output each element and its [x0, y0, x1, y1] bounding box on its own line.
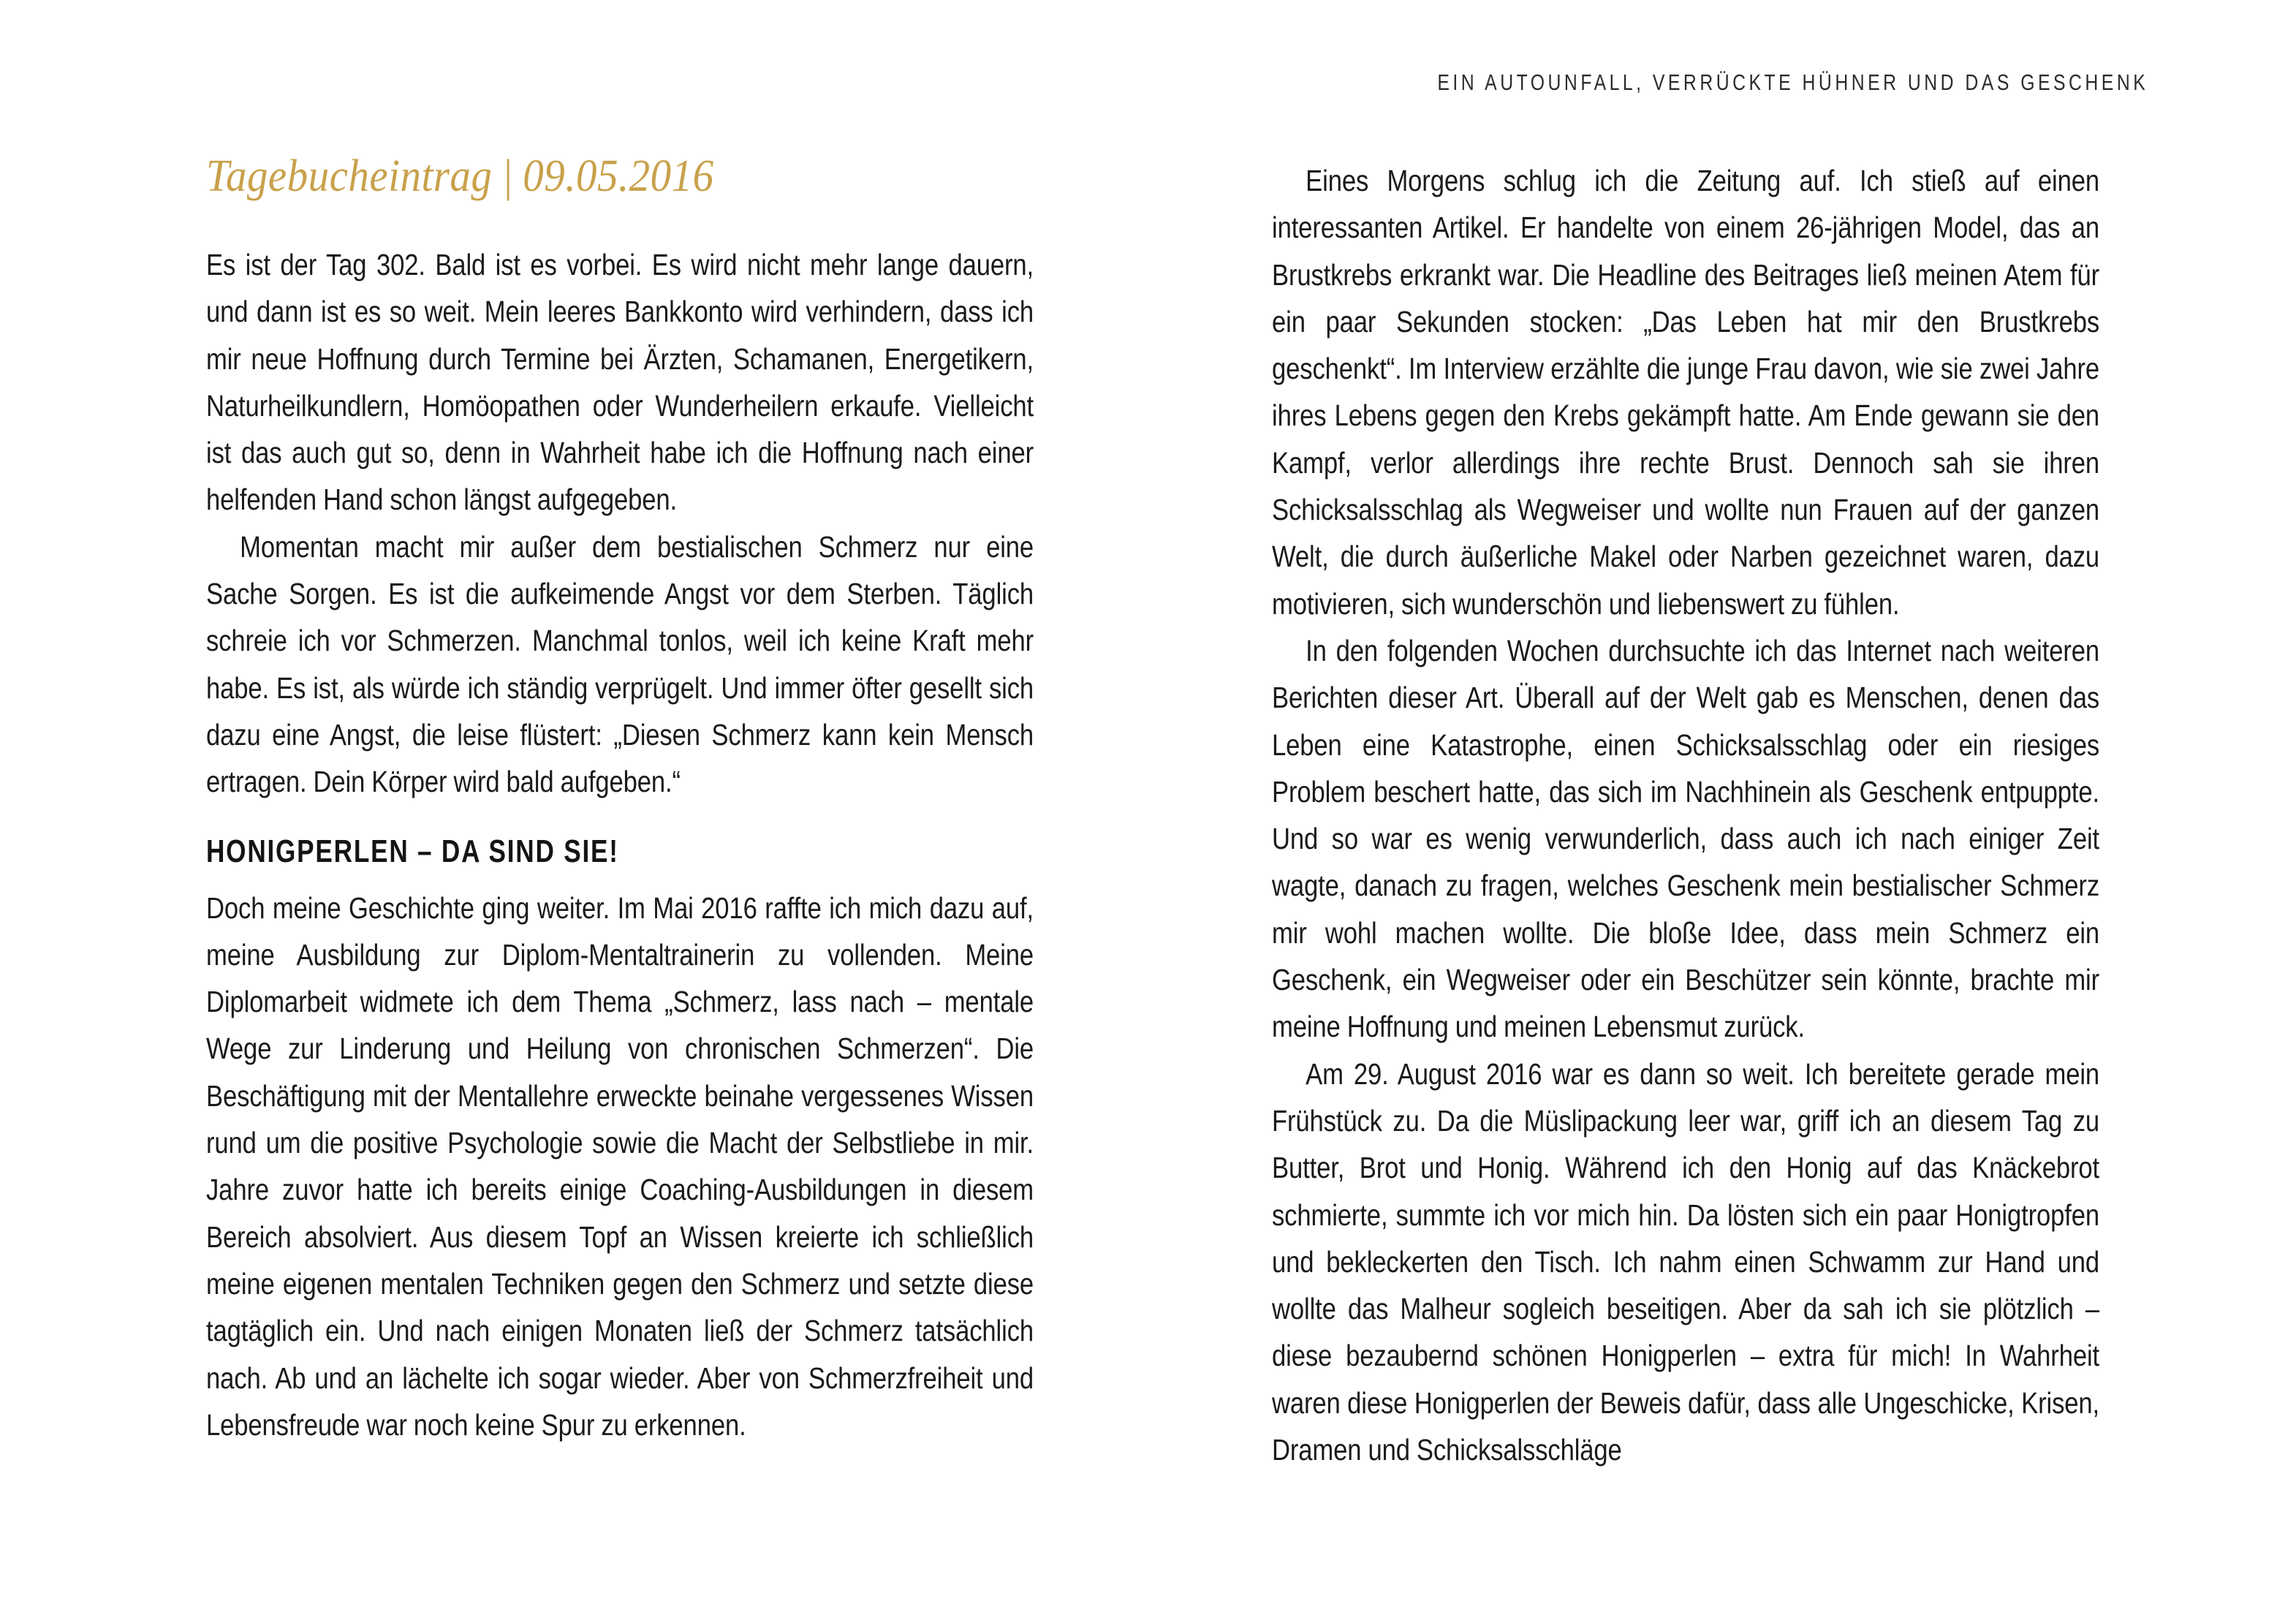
diary-heading-label: Tagebucheintrag — [206, 151, 493, 201]
diary-heading-date: 09.05.2016 — [523, 151, 714, 201]
section-heading: HONIGPERLEN – DA SIND SIE! — [206, 833, 619, 869]
diary-heading-separator: | — [501, 151, 514, 201]
left-page-body — [206, 241, 1034, 1448]
paragraph: Momentan macht mir außer dem bestialischen Schmerz nur eine Sache Sorgen. Es ist die aufkeimende Angst vor dem Sterben. Täglich schreie ich vor Schmerzen. Manchmal tonlos, weil ich keine Kraft mehr habe. Es ist, als würde ich ständig verprügelt. Und immer öfter gesellt sich dazu eine Angst, die leise flüstert: „Diesen Schmerz kann kein Mensch ertragen. Dein Körper wird bald aufgeben.“ — [206, 529, 1034, 799]
paragraph: Am 29. August 2016 war es dann so weit. Ich bereitete gerade mein Frühstück zu. Da die Müslipackung leer war, griff ich an diesem Tag zu Butter, Brot und Honig. Während ich den Honig auf das Knäckebrot schmierte, summte ich vor mich hin. Da lösten sich ein paar Honigtropfen und bekleckerten den Tisch. Ich nahm einen Schwamm zur Hand und wollte das Malheur sogleich beseitigen. Aber da sah ich sie plötzlich – diese bezaubernd schönen Honigperlen – extra für mich! In Wahrheit waren diese Honigperlen der Beweis dafür, dass alle Ungeschicke, Krisen, Dramen und Schicksalsschläge — [1272, 1056, 2100, 1467]
paragraph: Es ist der Tag 302. Bald ist es vorbei. Es wird nicht mehr lange dauern, und dann ist es so weit. Mein leeres Bankkonto wird verhindern, dass ich mir neue Hoffnung durch Termine bei Ärzten, Schamanen, Energetikern, Naturheilkundlern, Homöopathen oder Wunderheilern erkaufe. Vielleicht ist das auch gut so, denn in Wahrheit habe ich die Hoffnung nach einer helfenden Hand schon längst aufgegeben. — [206, 248, 1034, 517]
right-page-body — [1272, 157, 2099, 1473]
paragraph: In den folgenden Wochen durchsuchte ich das Internet nach weiteren Berichten dieser Art. Überall auf der Welt gab es Menschen, denen das Leben eine Katastrophe, einen Schicksalsschlag oder ein riesiges Problem beschert hatte, das sich im Nachhinein als Geschenk entpuppte. Und so war es wenig verwunderlich, dass auch ich nach einiger Zeit wagte, danach zu fragen, welches Geschenk mein bestialischer Schmerz mir wohl machen wollte. Die bloße Idee, dass mein Schmerz ein Geschenk, ein Wegweiser oder ein Beschützer sein könnte, brachte mir meine Hoffnung und meinen Lebensmut zurück. — [1272, 633, 2100, 1044]
paragraph: Doch meine Geschichte ging weiter. Im Mai 2016 raffte ich mich dazu auf, meine Ausbildung zur Diplom-Mentaltrainerin zu vollenden. Meine Diplomarbeit widmete ich dem Thema „Schmerz, lass nach – mentale Wege zur Linderung und Heilung von chronischen Schmerzen“. Die Beschäftigung mit der Mentallehre erweckte beinahe vergessenes Wissen rund um die positive Psychologie sowie die Macht der Selbstliebe in mir. Jahre zuvor hatte ich bereits einige Coaching-Ausbildungen in diesem Bereich absolviert. Aus diesem Topf an Wissen kreierte ich schließlich meine eigenen mentalen Techniken gegen den Schmerz und setzte diese tagtäglich ein. Und nach einigen Monaten ließ der Schmerz tatsächlich nach. Ab und an lächelte ich sogar wieder. Aber von Schmerzfreiheit und Lebensfreude war noch keine Spur zu erkennen. — [206, 890, 1034, 1442]
running-header: EIN AUTOUNFALL, VERRÜCKTE HÜHNER UND DAS GESCHENK — [1437, 69, 2149, 95]
diary-entry-heading — [206, 151, 714, 203]
paragraph: Eines Morgens schlug ich die Zeitung auf. Ich stieß auf einen interessanten Artikel. Er handelte von einem 26-jährigen Model, das an Brustkrebs erkrankt war. Die Headline des Beitrages ließ meinen Atem für ein paar Sekunden stocken: „Das Leben hat mir den Brustkrebs geschenkt“. Im Interview erzählte die junge Frau davon, wie sie zwei Jahre ihres Lebens gegen den Krebs gekämpft hatte. Am Ende gewann sie den Kampf, verlor allerdings ihre rechte Brust. Dennoch sah sie ihren Schicksalsschlag als Wegweiser und wollte nun Frauen auf der ganzen Welt, die durch äußerliche Makel oder Narben gezeichnet waren, dazu motivieren, sich wunderschön und liebenswert zu fühlen. — [1272, 164, 2100, 621]
